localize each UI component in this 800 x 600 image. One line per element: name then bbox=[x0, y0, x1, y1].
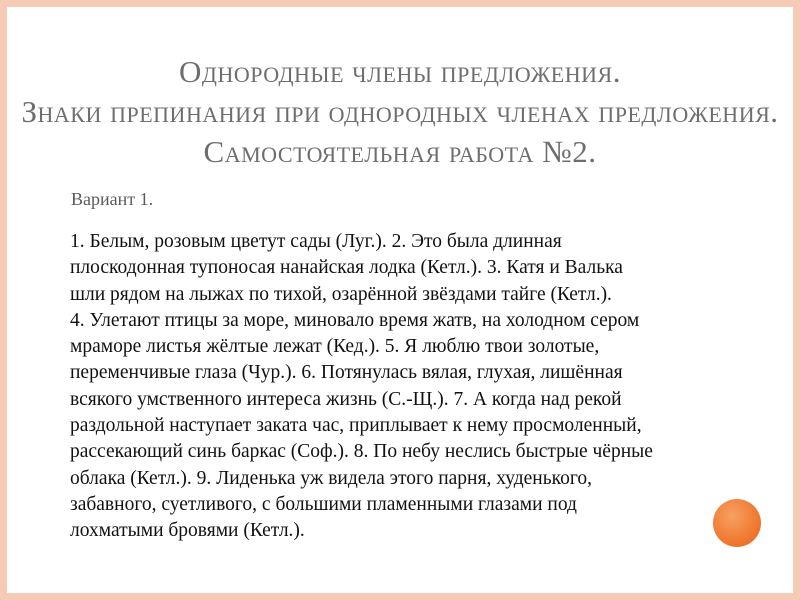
text-line: рассекающий синь баркас (Соф.). 8. По небу неслись быстрые чёрные bbox=[70, 441, 653, 463]
title-line-3: Самостоятельная работа №2. bbox=[203, 134, 597, 169]
text-line: переменчивые глаза (Чур.). 6. Потянулась вялая, глухая, лишённая bbox=[70, 362, 623, 384]
text-line: облака (Кетл.). 9. Лиденька уж видела этого парня, худенького, bbox=[70, 467, 592, 489]
text-line: раздольной наступает заката час, приплывает к нему просмоленный, bbox=[70, 415, 642, 437]
exercise-text bbox=[70, 229, 760, 545]
orange-circle-decoration bbox=[713, 499, 761, 547]
title-line-2: Знаки препинания при однородных членах предложения. bbox=[21, 94, 779, 129]
text-line: шли рядом на лыжах по тихой, озарённой звёздами тайге (Кетл.). bbox=[70, 283, 612, 305]
text-line: плоскодонная тупоносая нанайская лодка (Кетл.). 3. Катя и Валька bbox=[70, 257, 623, 279]
text-line: мраморе листья жёлтые лежат (Кед.). 5. Я люблю твои золотые, bbox=[70, 336, 600, 358]
text-line: 1. Белым, розовым цветут сады (Луг.). 2. Это была длинная bbox=[70, 231, 562, 252]
title-line-1: Однородные члены предложения. bbox=[179, 54, 621, 89]
text-line: всякого умственного интереса жизнь (С.-Щ.). 7. А когда над рекой bbox=[70, 388, 622, 410]
variant-label: Вариант 1. bbox=[71, 189, 154, 209]
text-line: забавного, суетливого, с большими пламенными глазами под bbox=[70, 493, 577, 515]
text-line: 4. Улетают птицы за море, миновало время жатв, на холодном сером bbox=[70, 309, 640, 331]
text-line: лохматыми бровями (Кетл.). bbox=[70, 520, 305, 542]
slide-title bbox=[0, 52, 800, 172]
